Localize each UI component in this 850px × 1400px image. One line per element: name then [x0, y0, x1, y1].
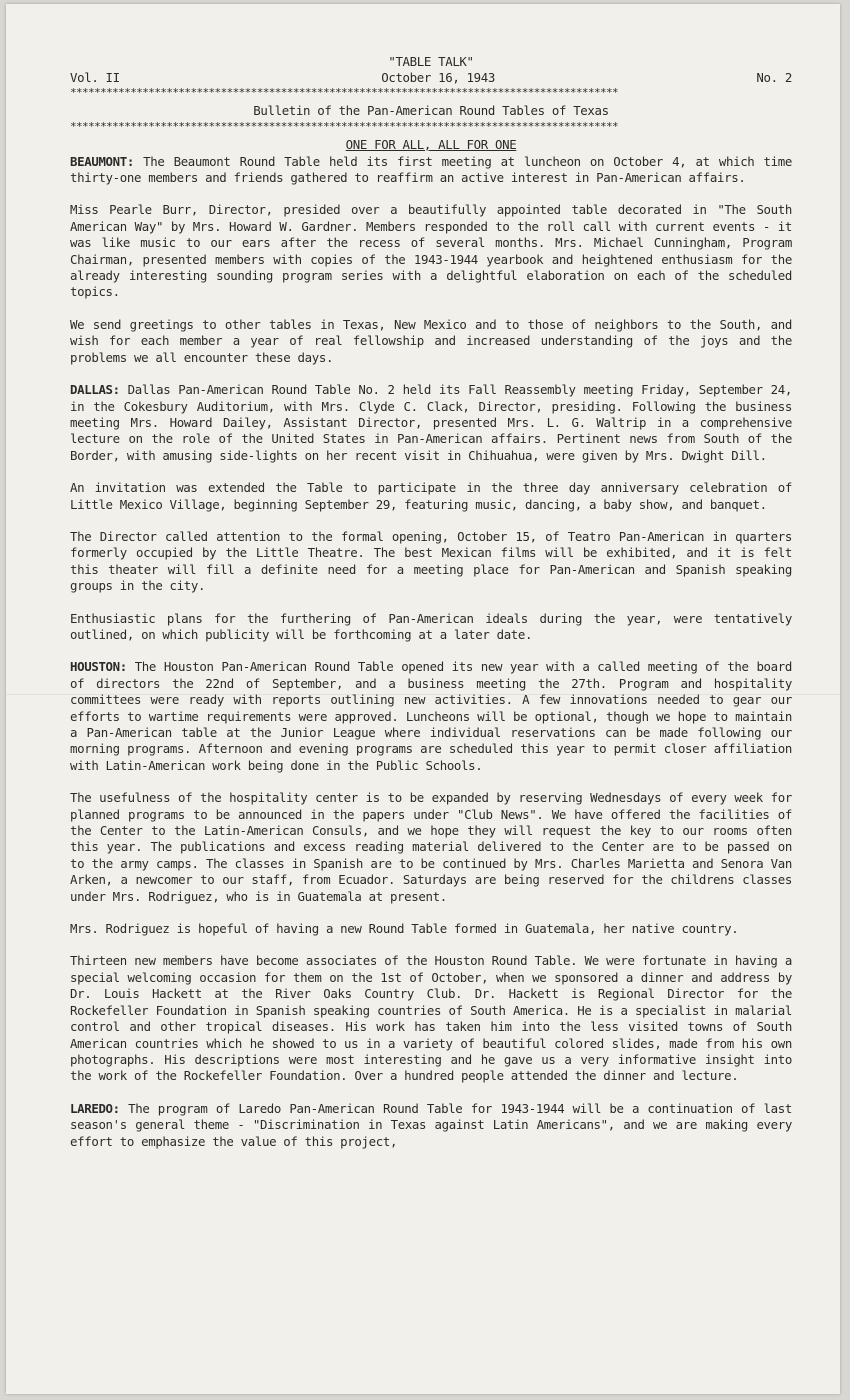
paragraph: We send greetings to other tables in Texas, New Mexico and to those of neighbors to the South, and wish for each member a year of real fellowship and increased understanding of the joys and the problems we all encounter these days.	[70, 316, 792, 365]
paragraph: An invitation was extended the Table to participate in the three day anniversary celebration of Little Mexico Village, beginning September 29, featuring music, dancing, a baby show, and banquet.	[70, 480, 792, 512]
city-label: LAREDO:	[70, 1100, 120, 1116]
star-divider-top: *******************************************************************************************	[70, 86, 619, 99]
issue-number: No. 2	[756, 70, 792, 86]
city-label: BEAUMONT:	[70, 153, 134, 169]
issue-date: October 16, 1943	[381, 70, 495, 86]
motto: ONE FOR ALL, ALL FOR ONE	[345, 137, 517, 153]
issue-line	[70, 70, 792, 86]
paragraph: BEAUMONT: The Beaumont Round Table held its first meeting at luncheon on October 4, at which time thirty-one members and friends gathered to reaffirm an active interest in Pan-American affairs.	[70, 153, 792, 186]
paragraph: The Director called attention to the formal opening, October 15, of Teatro Pan-American in quarters formerly occupied by the Little Theatre. The best Mexican films will be exhibited, and it is felt this theater will fill a definite need for a meeting place for Pan-American and Spanish speaking groups in the city.	[70, 528, 792, 594]
paragraph: The usefulness of the hospitality center is to be expanded by reserving Wednesdays of every week for planned programs to be announced in the papers under "Club News". We have offered the facilities of the Center to the Latin-American Consuls, and we hope they will request the key to our rooms often this year. The publications and excess reading material delivered to the Center are to be passed on to the army camps. The classes in Spanish are to be continued by Mrs. Charles Marietta and Senora Van Arken, a newcomer to our staff, from Ecuador. Saturdays are being reserved for the childrens classes under Mrs. Rodriguez, who is in Guatemala at present.	[70, 790, 792, 904]
bulletin-page	[6, 4, 840, 1394]
paragraph: HOUSTON: The Houston Pan-American Round Table opened its new year with a called meeting of the board of directors the 22nd of September, and a business meeting the 27th. Program and hospitality committees were ready with reports outlining new activities. A few innovations needed to gear our efforts to wartime requirements were approved. Luncheons will be optional, though we hope to maintain a Pan-American table at the Junior League where individual reservations can be made following our morning programs. Afternoon and evening programs are scheduled this year to permit closer affiliation with Latin-American work being done in the Public Schools.	[70, 659, 792, 773]
star-divider-bottom: *******************************************************************************************	[70, 121, 619, 134]
volume-label: Vol. II	[70, 70, 120, 86]
paragraph: DALLAS: Dallas Pan-American Round Table No. 2 held its Fall Reassembly meeting Friday, September 24, in the Cokesbury Auditorium, with Mrs. Clyde C. Clack, Director, presiding. Following the business meeting Mrs. Howard Dailey, Assistant Director, presented Mrs. L. G. Waltrip in a comprehensive lecture on the role of the United States in Pan-American affairs. Pertinent news from South of the Border, with amusing side-lights on her recent visit in Chihuahua, were given by Mrs. Dwight Dill.	[70, 382, 792, 463]
paragraph: Enthusiastic plans for the furthering of Pan-American ideals during the year, were tentatively outlined, on which publicity will be forthcoming at a later date.	[70, 610, 792, 642]
paragraph: Miss Pearle Burr, Director, presided over a beautifully appointed table decorated in "The South American Way" by Mrs. Howard W. Gardner. Members responded to the roll call with current events - it was like music to our ears after the recess of several months. Mrs. Michael Cunningham, Program Chairman, presented members with copies of the 1943-1944 yearbook and heightened enthusiasm for the already interesting sounding program series with a delightful elaboration on each of the scheduled topics.	[70, 202, 792, 300]
bulletin-text	[70, 54, 792, 1166]
paragraph: LAREDO: The program of Laredo Pan-American Round Table for 1943-1944 will be a continuation of last season's general theme - "Discrimination in Texas against Latin Americans", and we are making every effort to emphasize the value of this project,	[70, 1100, 792, 1149]
bulletin-subtitle: Bulletin of the Pan-American Round Tables of Texas	[253, 102, 609, 118]
city-label: DALLAS:	[70, 382, 120, 398]
newsletter-title: "TABLE TALK"	[388, 54, 474, 69]
city-label: HOUSTON:	[70, 659, 127, 675]
paragraph: Thirteen new members have become associates of the Houston Round Table. We were fortunate in having a special welcoming occasion for them on the 1st of October, when we sponsored a dinner and address by Dr. Louis Hackett at the River Oaks Country Club. Dr. Hackett is Regional Director for the Rockefeller Foundation in Spanish speaking countries of South America. He is a specialist in malarial control and other tropical diseases. His work has taken him into the less visited towns of South American countries which he showed to us in a variety of beautiful colored slides, made from his own photographs. His descriptions were most interesting and he gave us a very informative insight into the work of the Rockefeller Foundation. Over a hundred people attended the dinner and lecture.	[70, 953, 792, 1084]
paragraph: Mrs. Rodriguez is hopeful of having a new Round Table formed in Guatemala, her native country.	[70, 921, 739, 937]
